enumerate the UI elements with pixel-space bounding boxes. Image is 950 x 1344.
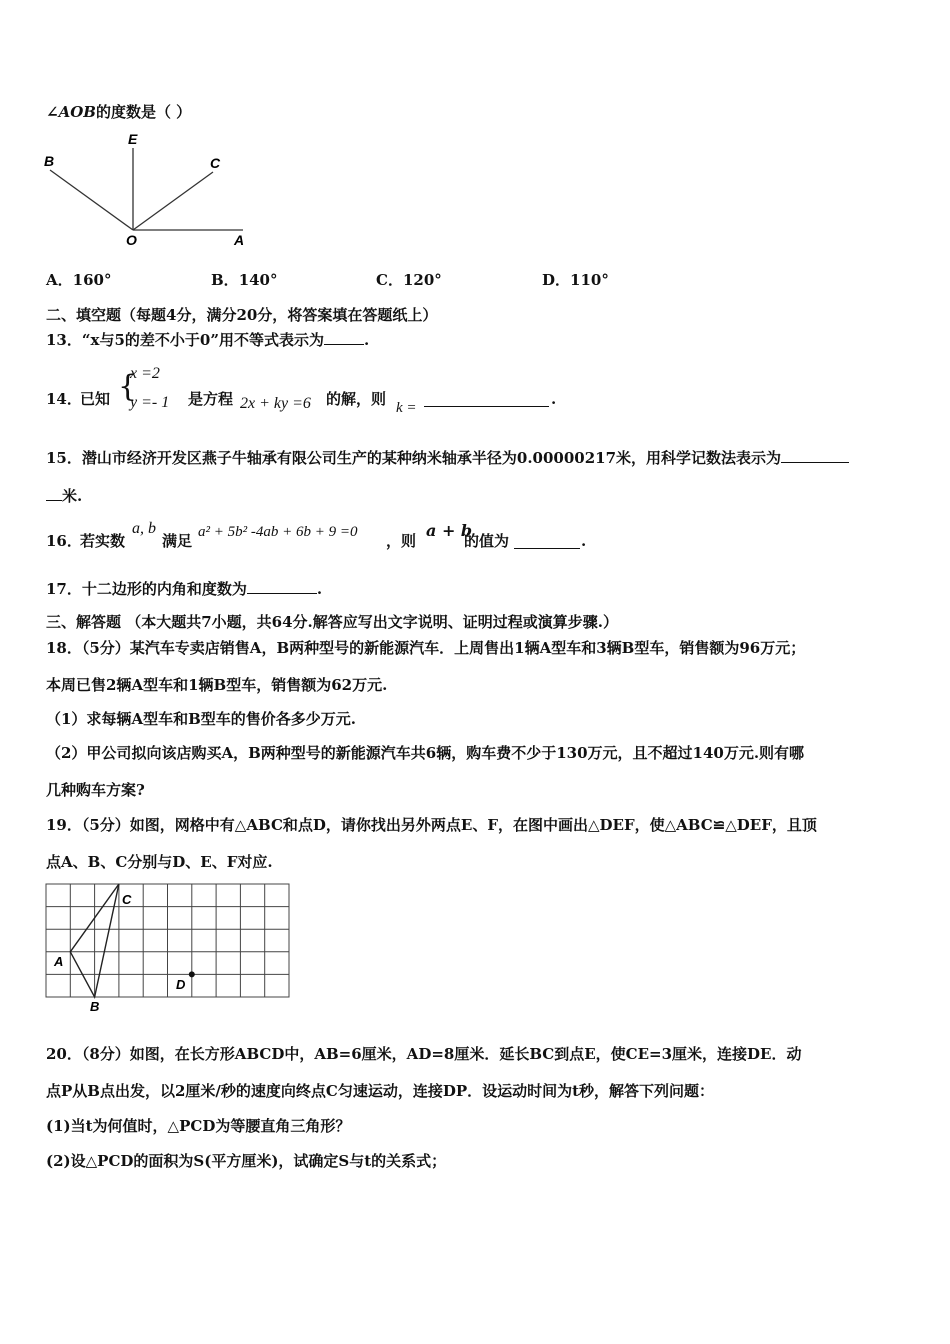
- ray-OC: [133, 172, 213, 230]
- question-13: 13．“x与5的差不小于0”用不等式表示为 .: [46, 331, 370, 349]
- question-20-line-2: 点P从B点出发，以2厘米/秒的速度向终点C匀速运动，连接DP．设运动时间为t秒，解答下列问题：: [46, 1082, 715, 1100]
- answer-blank-14[interactable]: [424, 390, 549, 407]
- answer-blank-13[interactable]: [324, 344, 364, 345]
- angle-symbol: ∠AOB: [46, 103, 96, 121]
- label-D: D: [176, 977, 186, 992]
- question-18-part-1: （1）求每辆A型车和B型车的售价各多少万元.: [46, 710, 356, 728]
- label-B: B: [90, 999, 100, 1014]
- answer-blank-17[interactable]: [247, 593, 317, 594]
- variables-ab: a, b: [132, 520, 156, 537]
- label-O: O: [126, 232, 137, 248]
- question-15-line-2: 米.: [46, 486, 82, 506]
- question-19-line-2: 点A、B、C分别与D、E、F对应.: [46, 853, 273, 871]
- label-B: B: [44, 153, 55, 169]
- question-17: 17．十二边形的内角和度数为 .: [46, 580, 323, 598]
- label-C: C: [122, 892, 132, 907]
- ray-OB: [50, 170, 133, 230]
- label-E: E: [128, 131, 138, 147]
- label-C: C: [210, 155, 221, 171]
- option-a: A．160°: [46, 271, 112, 289]
- answer-blank-15a[interactable]: [781, 462, 849, 463]
- option-c: C．120°: [376, 271, 442, 289]
- equation-14: 2x + ky =6: [240, 395, 311, 412]
- question-15-line-1: 15．潜山市经济开发区燕子牛轴承有限公司生产的某种纳米轴承半径为0.00000217米，用科学记数法表示为: [46, 448, 849, 468]
- question-18-line-1: 18．（5分）某汽车专卖店销售A，B两种型号的新能源汽车．上周售出1辆A型车和3辆B型车，销售额为96万元；: [46, 639, 806, 657]
- label-A: A: [234, 232, 245, 248]
- question-stem-angle: ∠AOB的度数是（ ）: [46, 103, 192, 121]
- question-18-part-2b: 几种购车方案?: [46, 781, 145, 799]
- equation-16: a² + 5b² -4ab + 6b + 9 =0: [198, 524, 358, 540]
- option-d: D．110°: [542, 271, 609, 289]
- expression-a-plus-b: a + b: [426, 521, 473, 540]
- section-2-title: 二、填空题（每题4分，满分20分，将答案填在答题纸上）: [46, 306, 438, 324]
- grid-figure: [40, 880, 300, 1015]
- angle-figure: [40, 128, 255, 250]
- question-18-line-2: 本周已售2辆A型车和1辆B型车，销售额为62万元.: [46, 676, 388, 694]
- system-row-1: x =2: [130, 365, 160, 382]
- question-19-line-1: 19．（5分）如图，网格中有△ABC和点D，请你找出另外两点E、F，在图中画出△DEF，使△ABC≌△DEF，且顶: [46, 816, 817, 834]
- question-18-part-2a: （2）甲公司拟向该店购买A，B两种型号的新能源汽车共6辆，购车费不少于130万元，且不超过140万元.则有哪: [46, 744, 805, 762]
- answer-blank-16[interactable]: [514, 532, 580, 549]
- point-D: [189, 971, 195, 977]
- answer-blank-15b[interactable]: [46, 500, 62, 501]
- section-3-title: 三、解答题 （本大题共7小题，共64分.解答应写出文字说明、证明过程或演算步骤.）: [46, 613, 618, 631]
- question-20-line-1: 20．（8分）如图，在长方形ABCD中，AB=6厘米，AD=8厘米．延长BC到点E，使CE=3厘米，连接DE．动: [46, 1045, 802, 1063]
- question-20-part-1: (1)当t为何值时，△PCD为等腰直角三角形？: [46, 1117, 351, 1135]
- option-b: B．140°: [211, 271, 278, 289]
- system-row-2: y =- 1: [130, 394, 170, 411]
- question-20-part-2: (2)设△PCD的面积为S(平方厘米)，试确定S与t的关系式；: [46, 1152, 447, 1170]
- label-A: A: [54, 954, 64, 969]
